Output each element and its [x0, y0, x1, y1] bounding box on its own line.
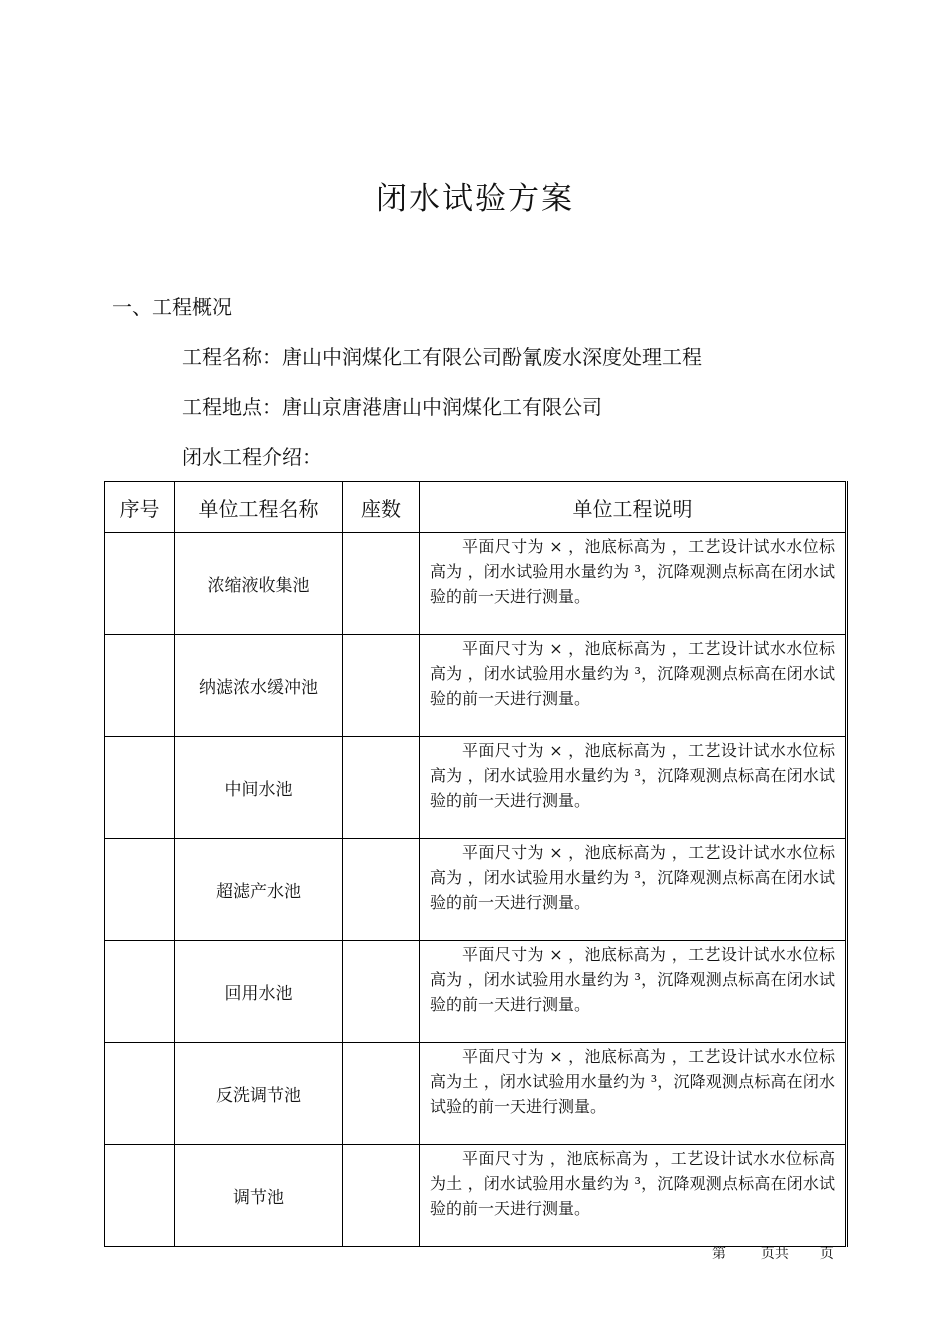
cell-no — [105, 1145, 175, 1247]
desc-text: 平面尺寸为 × ，池底标高为 ，工艺设计试水水位标高为土 ，闭水试验用水量约为 ³，沉降观测点标高在闭水试验的前一天进行测量。 — [430, 1047, 835, 1116]
project-name-line: 工程名称：唐山中润煤化工有限公司酚氰废水深度处理工程 — [182, 345, 702, 369]
header-desc: 单位工程说明 — [420, 482, 847, 533]
table-row — [105, 533, 847, 635]
table-row — [105, 635, 847, 737]
cell-count — [343, 1145, 420, 1247]
section-heading: 一、工程概况 — [112, 295, 232, 319]
header-name: 单位工程名称 — [175, 482, 343, 533]
cell-name: 调节池 — [175, 1145, 343, 1247]
table-header-row — [105, 482, 847, 533]
cell-count — [343, 839, 420, 941]
table-row — [105, 941, 847, 1043]
document-title: 闭水试验方案 — [376, 181, 574, 217]
cell-name: 纳滤浓水缓冲池 — [175, 635, 343, 737]
desc-text: 平面尺寸为 × ，池底标高为 ，工艺设计试水水位标高为 ，闭水试验用水量约为 ³，沉降观测点标高在闭水试验的前一天进行测量。 — [430, 945, 835, 1014]
desc-text: 平面尺寸为 ，池底标高为 ，工艺设计试水水位标高为土 ，闭水试验用水量约为 ³，沉降观测点标高在闭水试验的前一天进行测量。 — [430, 1149, 835, 1218]
cell-no — [105, 1043, 175, 1145]
table-row — [105, 1043, 847, 1145]
cell-name: 反洗调节池 — [175, 1043, 343, 1145]
header-no: 序号 — [105, 482, 175, 533]
desc-text: 平面尺寸为 × ，池底标高为 ，工艺设计试水水位标高为 ，闭水试验用水量约为 ³，沉降观测点标高在闭水试验的前一天进行测量。 — [430, 537, 835, 606]
cell-name: 回用水池 — [175, 941, 343, 1043]
page-label-2: 页共 — [760, 1246, 789, 1262]
cell-desc — [420, 635, 847, 737]
project-location-line: 工程地点：唐山京唐港唐山中润煤化工有限公司 — [182, 395, 602, 419]
cell-desc — [420, 533, 847, 635]
intro-line: 闭水工程介绍： — [182, 445, 322, 469]
cell-count — [343, 941, 420, 1043]
desc-text: 平面尺寸为 × ，池底标高为 ，工艺设计试水水位标高为 ，闭水试验用水量约为 ³，沉降观测点标高在闭水试验的前一天进行测量。 — [430, 741, 835, 810]
cell-desc — [420, 737, 847, 839]
cell-count — [343, 635, 420, 737]
table-row — [105, 839, 847, 941]
cell-no — [105, 737, 175, 839]
cell-desc — [420, 1043, 847, 1145]
cell-no — [105, 635, 175, 737]
page-label-1: 第 — [712, 1246, 726, 1262]
cell-no — [105, 533, 175, 635]
unit-project-table — [104, 481, 848, 1247]
page-footer — [712, 1243, 834, 1263]
table-row — [105, 737, 847, 839]
header-count: 座数 — [343, 482, 420, 533]
cell-name: 超滤产水池 — [175, 839, 343, 941]
desc-text: 平面尺寸为 × ，池底标高为 ，工艺设计试水水位标高为 ，闭水试验用水量约为 ³，沉降观测点标高在闭水试验的前一天进行测量。 — [430, 843, 835, 912]
cell-no — [105, 839, 175, 941]
desc-text: 平面尺寸为 × ，池底标高为 ，工艺设计试水水位标高为 ，闭水试验用水量约为 ³，沉降观测点标高在闭水试验的前一天进行测量。 — [430, 639, 835, 708]
cell-desc — [420, 1145, 847, 1247]
page-label-3: 页 — [819, 1246, 834, 1262]
cell-desc — [420, 839, 847, 941]
cell-no — [105, 941, 175, 1043]
cell-count — [343, 1043, 420, 1145]
cell-count — [343, 737, 420, 839]
table-row — [105, 1145, 847, 1247]
cell-desc — [420, 941, 847, 1043]
cell-name: 浓缩液收集池 — [175, 533, 343, 635]
cell-name: 中间水池 — [175, 737, 343, 839]
cell-count — [343, 533, 420, 635]
